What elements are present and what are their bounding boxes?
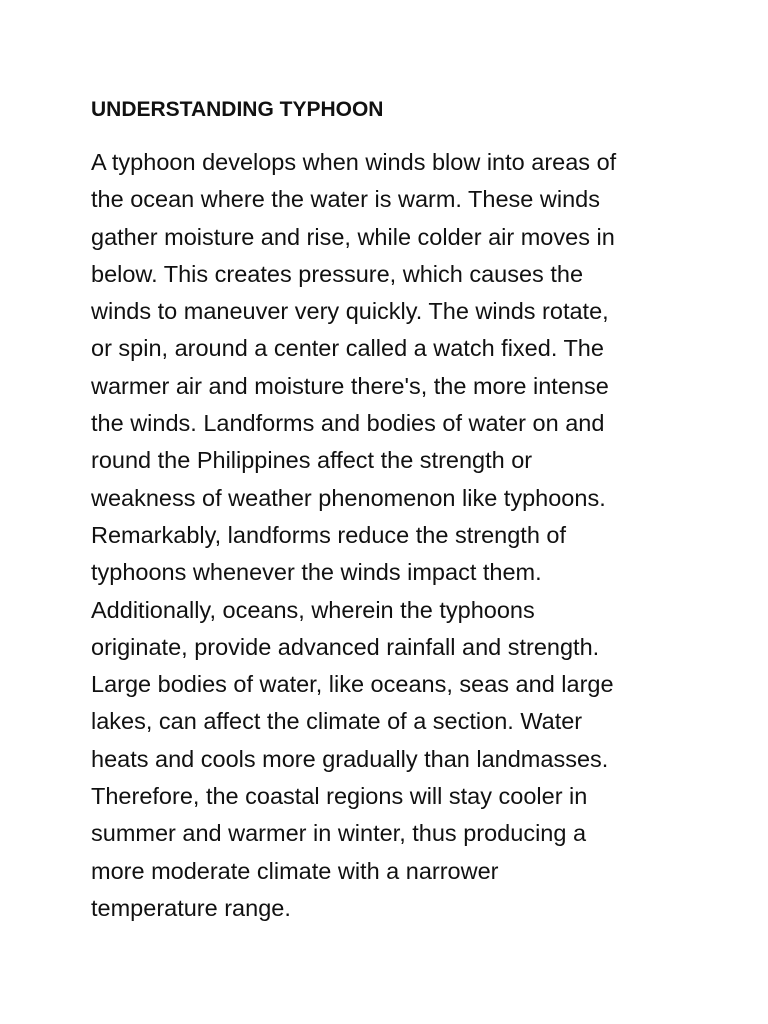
document-content	[91, 96, 691, 927]
body-line: temperature range.	[91, 894, 291, 921]
body-line: Therefore, the coastal regions will stay cooler in	[91, 783, 588, 810]
body-line: the winds. Landforms and bodies of water on and	[91, 410, 605, 437]
document-body	[91, 144, 691, 927]
body-line: lakes, can affect the climate of a section. Water	[91, 708, 583, 735]
body-line: winds to maneuver very quickly. The winds rotate,	[91, 298, 609, 325]
body-line: summer and warmer in winter, thus producing a	[91, 820, 587, 847]
body-line: round the Philippines affect the strength or	[91, 447, 533, 474]
body-line: below. This creates pressure, which causes the	[91, 260, 584, 287]
body-line: or spin, around a center called a watch fixed. The	[91, 335, 604, 362]
body-line: more moderate climate with a narrower	[91, 857, 499, 884]
body-line: gather moisture and rise, while colder air moves in	[91, 223, 615, 250]
body-line: Large bodies of water, like oceans, seas and large	[91, 671, 614, 698]
body-line: Remarkably, landforms reduce the strength of	[91, 521, 567, 548]
body-line: warmer air and moisture there's, the more intense	[91, 372, 609, 399]
body-line: heats and cools more gradually than landmasses.	[91, 745, 609, 772]
body-line: originate, provide advanced rainfall and strength.	[91, 633, 600, 660]
body-line: Additionally, oceans, wherein the typhoons	[91, 596, 535, 623]
body-line: typhoons whenever the winds impact them.	[91, 559, 542, 586]
document-title: UNDERSTANDING TYPHOON	[91, 98, 384, 121]
body-line: the ocean where the water is warm. These winds	[91, 186, 600, 213]
body-line: A typhoon develops when winds blow into areas of	[91, 149, 617, 175]
body-line: weakness of weather phenomenon like typhoons.	[91, 484, 606, 511]
